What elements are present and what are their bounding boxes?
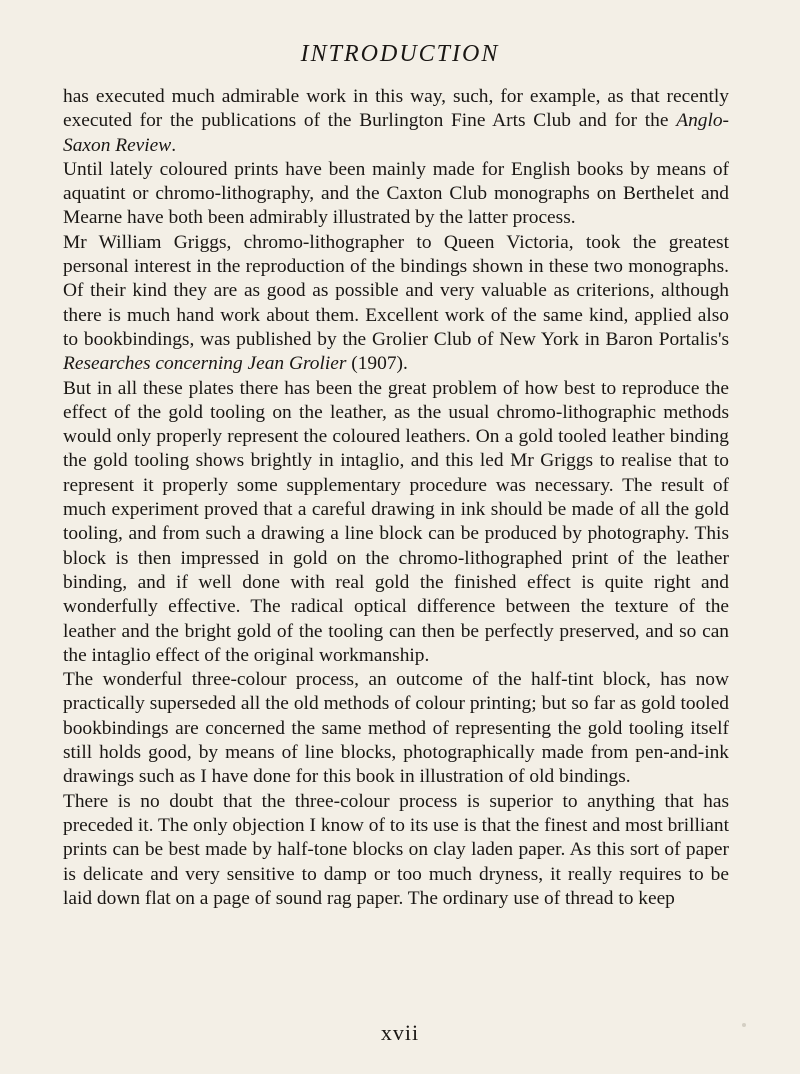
paper-speck [742,1023,746,1027]
body-text [63,85,729,911]
paragraph-2: Until lately coloured prints have been mainly made for English books by means of aquatint or chromo-lithography, and the Caxton Club monographs on Berthelet and Mearne have both been admirably illustrated by the latter process. [63,158,729,229]
italic-title-researches: Researches concerning Jean Grolier [63,353,347,375]
paragraph-1 [63,85,729,158]
paragraph-3-end: (1907). [346,353,408,375]
paragraph-3-text: Mr William Griggs, chromo-lithographer to Queen Victoria, took the greatest personal interest in the reproduction of the bindings shown in these two monographs. Of their kind they are as good as possible and very valuable as criterions, although there is much hand work about them. Excellent work of the same kind, applied also to bookbindings, was published by the Grolier Club of New York in Baron Portalis's [63,231,729,350]
paragraph-6: There is no doubt that the three-colour process is superior to anything that has preceded it. The only objection I know of to its use is that the finest and most brilliant prints can be best made by half-tone blocks on clay laden paper. As this sort of paper is delicate and very sensitive to damp or too much dryness, it really requires to be laid down flat on a page of sound rag paper. The ordinary use of thread to keep [63,790,729,909]
italic-title-anglo-saxon-review: Anglo-Saxon Review [63,110,729,156]
paragraph-1-end: . [171,134,177,156]
paragraph-4: But in all these plates there has been the great problem of how best to reproduce the effect of the gold tooling on the leather, as the usual chromo-lithographic methods would only properly represent the coloured leathers. On a gold tooled leather binding the gold tooling shows brightly in intaglio, and this led Mr Griggs to realise that to represent it properly some supplementary procedure was necessary. The result of much experiment proved that a careful drawing in ink should be made of all the gold tooling, and from such a drawing a line block can be produced by photography. This block is then impressed in gold on the chromo-lithographed print of the leather binding, and if well done with real gold the finished effect is quite right and wonderfully effective. The radical optical difference between the texture of the leather and the bright gold of the tooling can then be perfectly preserved, and so can the intaglio effect of the original workmanship. [63,377,729,666]
paragraph-3 [63,231,729,377]
paragraph-5: The wonderful three-colour process, an outcome of the half-tint block, has now practically superseded all the old methods of colour printing; but so far as gold tooled bookbindings are concerned the same method of representing the gold tooling itself still holds good, by means of line blocks, photographically made from pen-and-ink drawings such as I have done for this book in illustration of old bindings. [63,669,729,788]
paragraph-1-text: has executed much admirable work in this way, such, for example, as that recently executed for the publications of the Burlington Fine Arts Club and for the [63,86,729,132]
page-number: xvii [380,1020,420,1045]
running-head: INTRODUCTION [300,41,500,67]
